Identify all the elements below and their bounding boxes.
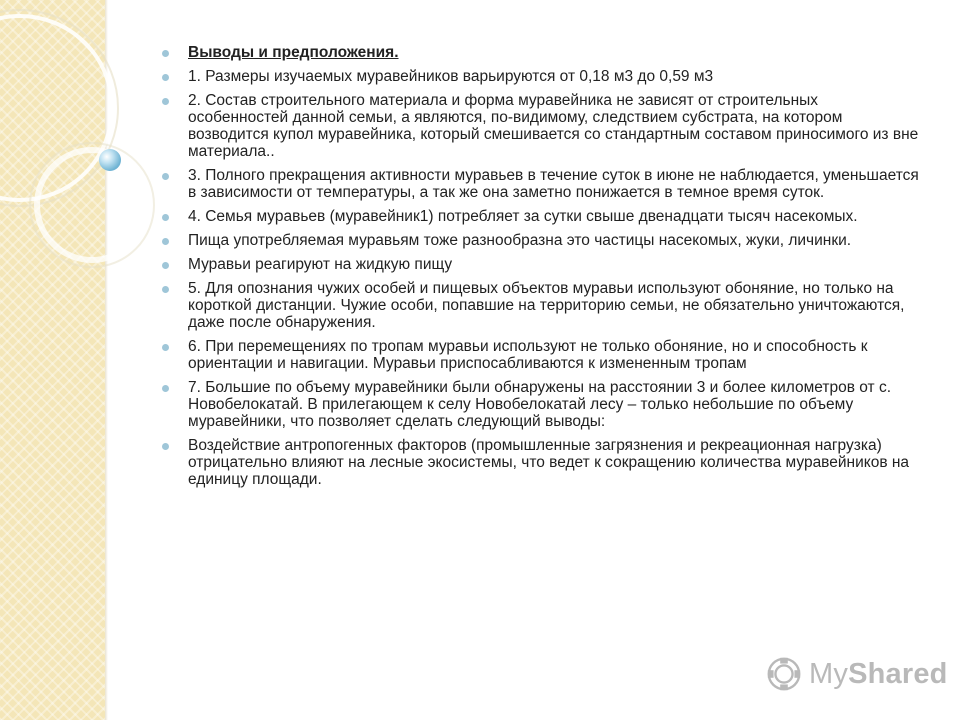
bullet-dot [162,443,169,450]
bullet-item [160,167,920,201]
bullet-item [160,208,920,225]
bullet-dot [162,262,169,269]
bullet-text: 1. Размеры изучаемых муравейников варьируются от 0,18 м3 до 0,59 м3 [188,68,714,85]
bullet-dot [162,344,169,351]
bullet-item [160,280,920,331]
bullet-dot [162,98,169,105]
bullet-item [160,232,920,249]
bullet-text: Пища употребляемая муравьям тоже разнообразна это частицы насекомых, жуки, личинки. [188,232,852,249]
bullet-item [160,379,920,430]
large-ring-shadow [0,10,118,206]
large-ring [0,16,112,200]
bullet-dot [162,50,169,57]
bullet-dot [162,385,169,392]
bullet-text: 5. Для опознания чужих особей и пищевых объектов муравьи используют обоняние, но только на короткой дистанции. Чужие особи, попавшие на территорию семьи, не обязательно уничтожаются, даже после обнаружения. [188,280,905,331]
bullet-text: 3. Полного прекращения активности муравьев в течение суток в июне не наблюдается, уменьшается в зависимости от температуры, а так же она заметно понижается в темное время суток. [188,167,919,201]
bullet-dot [162,214,169,221]
bullet-item [160,44,920,61]
bullet-text: 2. Состав строительного материала и форма муравейника не зависят от строительных особенностей данной семьи, а являются, по-видимому, следствием субстрата, на котором возводится купол муравейника, который смешивается со стандартным составом приносимого из вне материала.. [188,92,919,160]
bullet-dot [162,286,169,293]
bullet-item [160,437,920,488]
bullet-dot [162,238,169,245]
bullet-item [160,92,920,160]
watermark-prefix: My [809,657,849,690]
bullet-text: 4. Семья муравьев (муравейник1) потребляет за сутки свыше двенадцати тысяч насекомых. [188,208,858,225]
bullet-dot [162,74,169,81]
bullet-dot [162,173,169,180]
bullet-text: Выводы и предположения. [188,44,399,61]
bullet-text: Муравьи реагируют на жидкую пищу [188,256,453,273]
bullet-text: Воздействие антропогенных факторов (промышленные загрязнения и рекреационная нагрузка) отрицательно влияют на лесные экосистемы, что ведет к сокращению количества муравейников на единицу площади. [188,437,910,488]
slide-bullet-list [160,44,920,495]
bullet-item [160,256,920,273]
bullet-text: 6. При перемещениях по тропам муравьи используют не только обоняние, но и способность к ориентации и навигации. Муравьи приспосабливаются к измененным тропам [188,338,868,372]
bullet-text: 7. Большие по объему муравейники были обнаружены на расстоянии 3 и более километров от с. Новобелокатай. В прилегающем к селу Новобелокатай лесу – только небольшие по объему муравейники, что позволяет сделать следующий выводы: [188,379,891,430]
small-ring-shadow [30,143,154,267]
watermark [765,654,948,694]
blue-ball [99,149,121,171]
bullet-item [160,338,920,372]
bullet-item [160,68,920,85]
mystyle-logo-icon [765,655,803,693]
watermark-suffix: Shared [848,657,948,690]
